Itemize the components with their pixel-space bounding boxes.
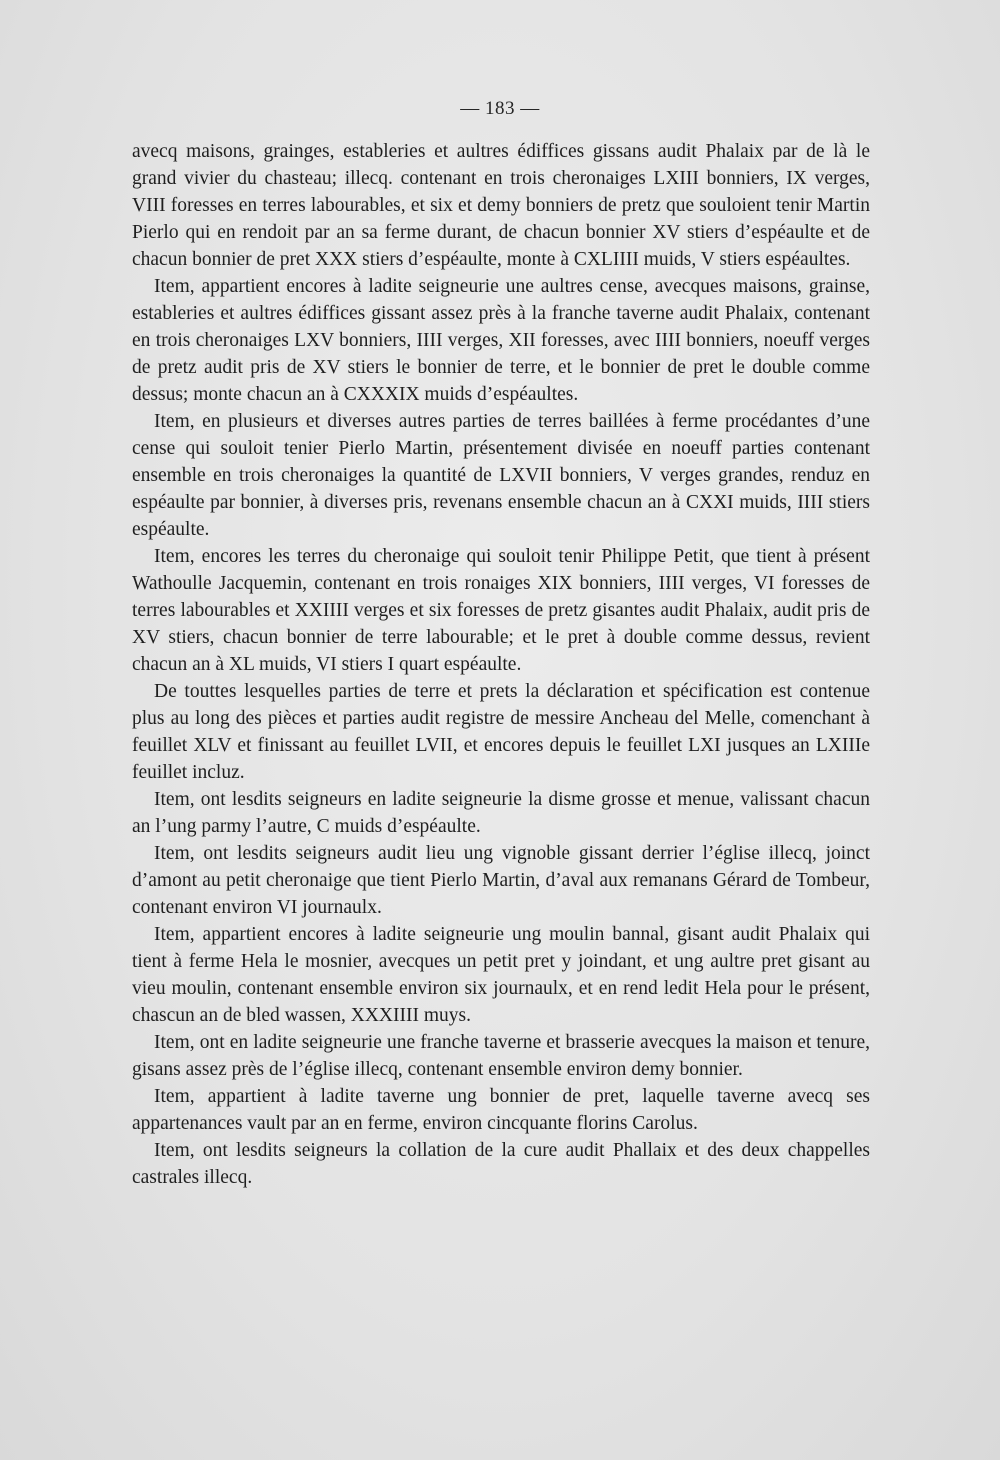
paragraph-item-collation: Item, ont lesdits seigneurs la collation de la cure audit Phallaix et des deux chappelles castrales illecq. xyxy=(132,1140,870,1188)
paragraph-item-petit: Item, encores les terres du cheronaige qui souloit tenir Philippe Petit, que tient à présent Wathoulle Jacquemin, contenant en trois ronaiges XIX bonniers, IIII verges, VI foresses de terres labourables et XXIIII verges et six foresses de pretz gisantes audit Phalaix, audit pris de XV stiers, chacun bonnier de terre labourable; et le pret à double comme dessus, revient chacun an à XL muids, VI stiers I quart espéaulte. xyxy=(132,546,870,675)
paragraph-item-pret: Item, appartient à ladite taverne ung bonnier de pret, laquelle taverne avecq ses appartenances vault par an en ferme, environ cincquante florins Carolus. xyxy=(132,1086,870,1134)
paragraph-item-taverne: Item, ont en ladite seigneurie une franche taverne et brasserie avecques la maison et tenure, gisans assez près de l’église illecq, contenant ensemble environ demy bonnier. xyxy=(132,1032,870,1080)
paragraph-continuation: avecq maisons, grainges, estableries et aultres édiffices gissans audit Phalaix par de là le grand vivier du chasteau; illecq. contenant en trois cheronaiges LXIII bonniers, IX verges, VIII foresses en terres labourables, et six et demy bonniers de pretz que souloient tenir Martin Pierlo qui en rendoit par an sa ferme durant, de chacun bonnier XV stiers d’espéaulte et de chacun bonnier de pret XXX stiers d’espéaulte, monte à CXLIIII muids, V stiers espéaultes. xyxy=(132,141,870,270)
paragraph-item-cense: Item, appartient encores à ladite seigneurie une aultres cense, avecques maisons, grainse, estableries et aultres édiffices gissant assez près à la franche taverne audit Phalaix, contenant en trois cheronaiges LXV bonniers, IIII verges, XII foresses, avec IIII bonniers, noeuff verges de pretz audit pris de XV stiers le bonnier de terre, et le bonnier de pret le double comme dessus; monte chacun an à CXXXIX muids d’espéaultes. xyxy=(132,276,870,405)
page-number: — 183 — xyxy=(460,98,540,119)
paragraph-item-disme: Item, ont lesdits seigneurs en ladite seigneurie la disme grosse et menue, valissant chacun an l’ung parmy l’autre, C muids d’espéaulte. xyxy=(132,789,870,837)
paragraph-item-plusieurs: Item, en plusieurs et diverses autres parties de terres baillées à ferme procédantes d’une cense qui souloit tenier Pierlo Martin, présentement divisée en noeuff parties contenant ensemble en trois cheronaiges la quantité de LXVII bonniers, V verges grandes, renduz en espéaulte par bonnier, à diverses pris, revenans ensemble chacun an à CXXI muids, IIII stiers espéaulte. xyxy=(132,411,870,540)
body-text xyxy=(132,138,870,1191)
paragraph-item-moulin: Item, appartient encores à ladite seigneurie ung moulin bannal, gisant audit Phalaix qui tient à ferme Hela le mosnier, avecques un petit pret y joindant, et ung aultre pret gisant au vieu moulin, contenant ensemble environ six journaulx, et en rend ledit Hela pour le présent, chascun an de bled wassen, XXXIIII muys. xyxy=(132,924,870,1026)
paragraph-item-vignoble: Item, ont lesdits seigneurs audit lieu ung vignoble gissant derrier l’église illecq, joinct d’amont au petit cheronaige que tient Pierlo Martin, d’aval aux remanans Gérard de Tombeur, contenant environ VI journaulx. xyxy=(132,843,870,918)
paragraph-declaration: De touttes lesquelles parties de terre et prets la déclaration et spécification est contenue plus au long des pièces et parties audit registre de messire Ancheau del Melle, comenchant à feuillet XLV et finissant au feuillet LVII, et encores depuis le feuillet LXI jusques an LXIIIe feuillet incluz. xyxy=(132,681,870,783)
